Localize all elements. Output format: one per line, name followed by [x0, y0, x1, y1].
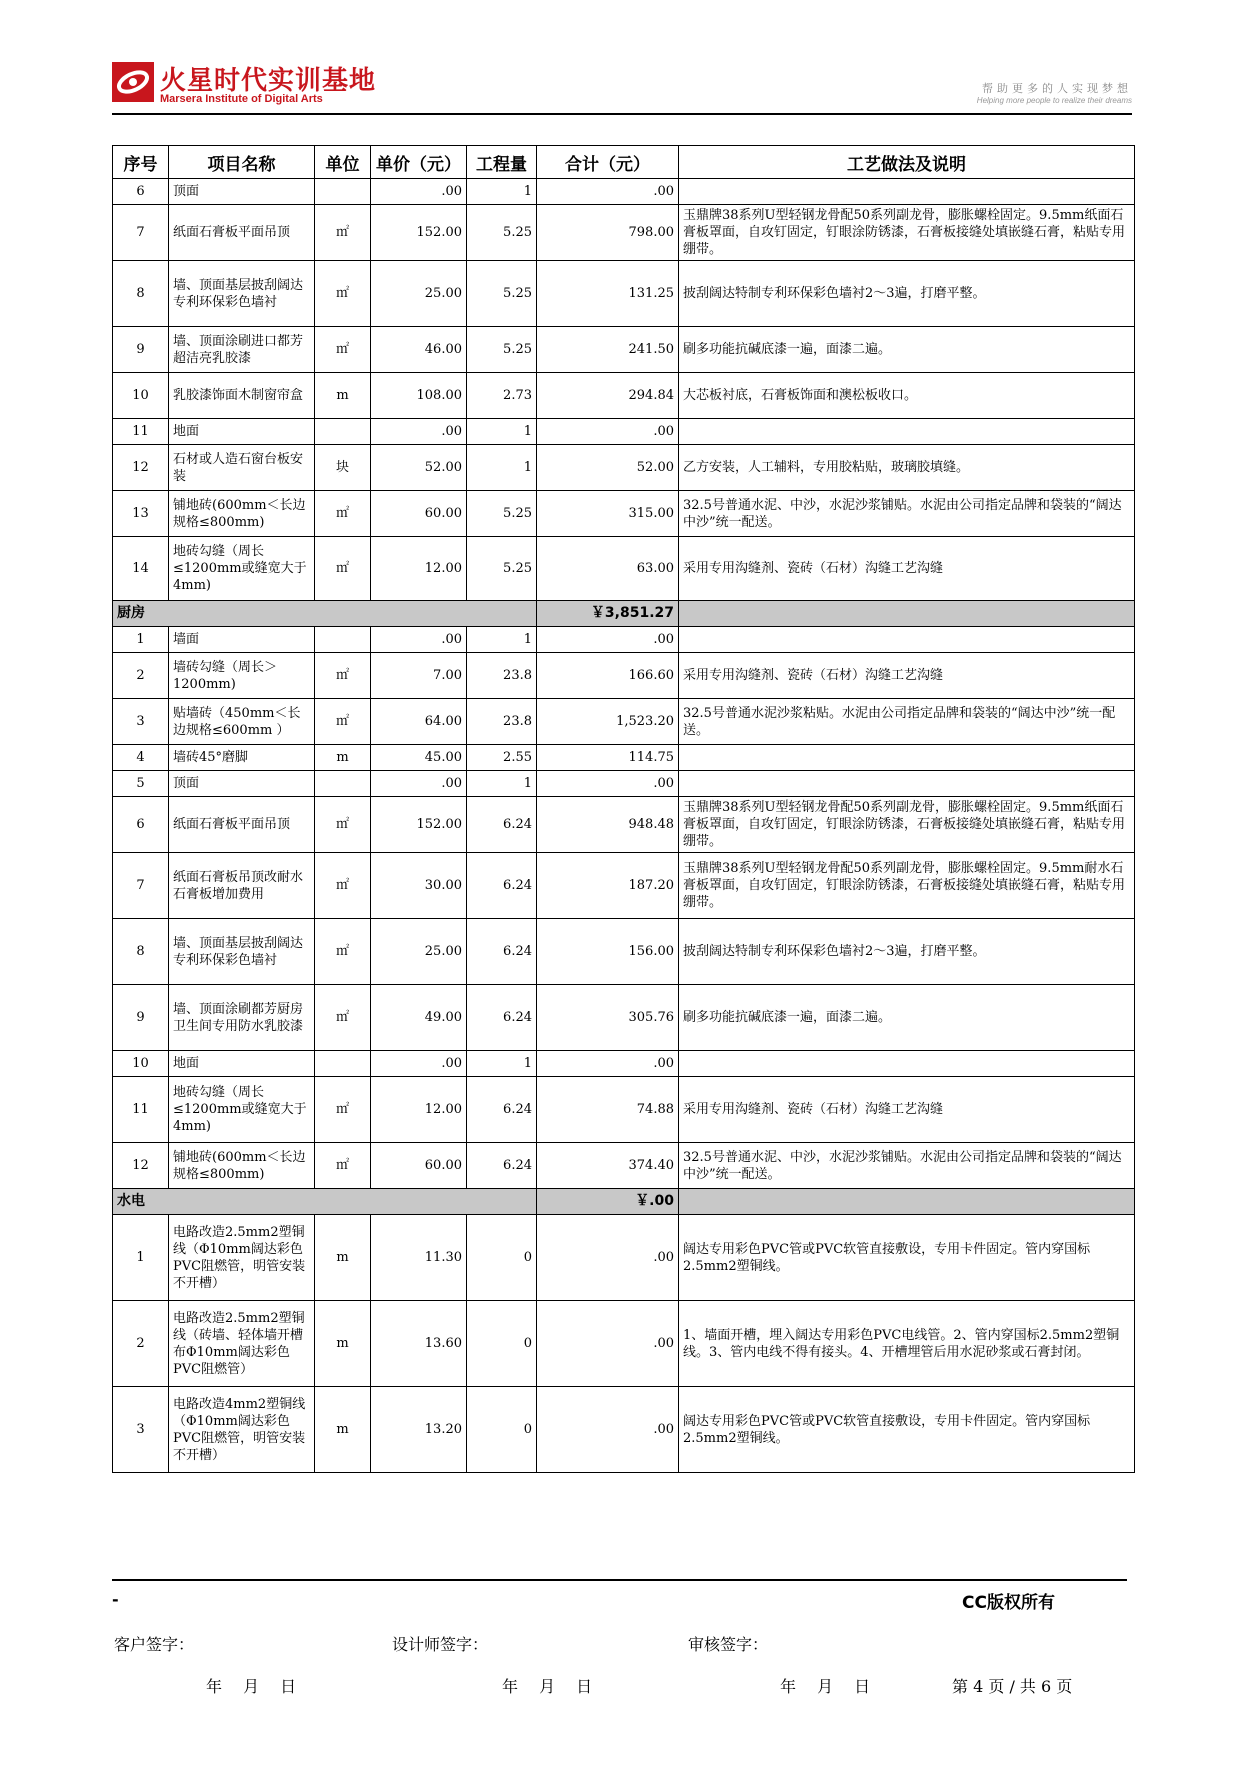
- logo-text-en: Marsera Institute of Digital Arts: [160, 93, 323, 105]
- table-header-row: [113, 146, 1135, 179]
- cell-total: 1,523.20: [537, 699, 679, 745]
- section-empty: [679, 1189, 1135, 1215]
- review-signature-label: 审核签字：: [688, 1635, 769, 1654]
- cell-no: 13: [113, 491, 169, 537]
- cell-name: 电路改造2.5mm2塑铜线（砖墙、轻体墙开槽布Φ10mm阔达彩色PVC阻燃管）: [169, 1301, 315, 1387]
- cell-total: .00: [537, 771, 679, 797]
- cell-no: 11: [113, 419, 169, 445]
- table-row: [113, 1051, 1135, 1077]
- section-label: 水电: [113, 1189, 537, 1215]
- footer-dash: -: [112, 1590, 119, 1609]
- cell-price: 25.00: [371, 261, 467, 327]
- cell-total: 315.00: [537, 491, 679, 537]
- cell-desc: 1、墙面开槽，埋入阔达专用彩色PVC电线管。2、管内穿国标2.5mm2塑铜线。3、管内电线不得有接头。4、开槽埋管后用水泥砂浆或石膏封闭。: [679, 1301, 1135, 1387]
- copyright-text: CC版权所有: [962, 1593, 1055, 1613]
- cell-qty: 1: [467, 419, 537, 445]
- designer-signature-label: 设计师签字：: [392, 1635, 489, 1654]
- cell-no: 1: [113, 627, 169, 653]
- cell-total: 187.20: [537, 853, 679, 919]
- table-row: [113, 327, 1135, 373]
- cell-price: .00: [371, 771, 467, 797]
- table-row: [113, 261, 1135, 327]
- cell-price: 46.00: [371, 327, 467, 373]
- cell-qty: 6.24: [467, 919, 537, 985]
- table-row: [113, 771, 1135, 797]
- cell-total: 52.00: [537, 445, 679, 491]
- cell-name: 地砖勾缝（周长≤1200mm或缝宽大于4mm): [169, 537, 315, 601]
- cell-name: 墙、顶面涂刷都芳厨房卫生间专用防水乳胶漆: [169, 985, 315, 1051]
- cell-desc: 刷多功能抗碱底漆一遍，面漆二遍。: [679, 327, 1135, 373]
- cell-qty: 6.24: [467, 853, 537, 919]
- cell-qty: 5.25: [467, 261, 537, 327]
- cell-total: .00: [537, 419, 679, 445]
- cell-total: 156.00: [537, 919, 679, 985]
- cell-total: .00: [537, 1051, 679, 1077]
- col-header-qty: 工程量: [467, 146, 537, 179]
- cell-desc: 阔达专用彩色PVC管或PVC软管直接敷设，专用卡件固定。管内穿国标2.5mm2塑铜线。: [679, 1387, 1135, 1473]
- cell-total: .00: [537, 627, 679, 653]
- cell-no: 9: [113, 985, 169, 1051]
- cell-total: .00: [537, 1215, 679, 1301]
- cell-price: .00: [371, 179, 467, 205]
- cell-price: 60.00: [371, 1143, 467, 1189]
- cell-name: 地面: [169, 1051, 315, 1077]
- cell-price: .00: [371, 1051, 467, 1077]
- cell-unit: m: [315, 1387, 371, 1473]
- col-header-no: 序号: [113, 146, 169, 179]
- col-header-desc: 工艺做法及说明: [679, 146, 1135, 179]
- cell-unit: ㎡: [315, 1077, 371, 1143]
- section-empty: [679, 601, 1135, 627]
- cell-name: 墙、顶面涂刷进口都芳超洁亮乳胶漆: [169, 327, 315, 373]
- cell-price: 12.00: [371, 537, 467, 601]
- cell-name: 乳胶漆饰面木制窗帘盒: [169, 373, 315, 419]
- page-header: [112, 58, 1132, 114]
- table-row: [113, 1143, 1135, 1189]
- cell-qty: 1: [467, 627, 537, 653]
- table-row: [113, 179, 1135, 205]
- designer-date: 年 月 日: [502, 1677, 593, 1696]
- cell-name: 纸面石膏板吊顶改耐水石膏板增加费用: [169, 853, 315, 919]
- cell-desc: 玉鼎牌38系列U型轻钢龙骨配50系列副龙骨，膨胀螺栓固定。9.5mm纸面石膏板罩面，自攻钉固定，钉眼涂防锈漆，石膏板接缝处填嵌缝石膏，粘贴专用绷带。: [679, 205, 1135, 261]
- cell-unit: ㎡: [315, 205, 371, 261]
- cell-desc: [679, 1051, 1135, 1077]
- cell-price: 152.00: [371, 797, 467, 853]
- cell-total: .00: [537, 1387, 679, 1473]
- cell-unit: ㎡: [315, 853, 371, 919]
- cell-qty: 6.24: [467, 985, 537, 1051]
- section-total: ￥3,851.27: [537, 601, 679, 627]
- cell-desc: [679, 627, 1135, 653]
- cell-desc: 32.5号普通水泥、中沙，水泥沙浆铺贴。水泥由公司指定品牌和袋装的“阔达中沙”统一配送。: [679, 491, 1135, 537]
- table-row: [113, 205, 1135, 261]
- cell-total: 166.60: [537, 653, 679, 699]
- table-row: [113, 919, 1135, 985]
- cell-unit: m: [315, 745, 371, 771]
- cell-unit: m: [315, 373, 371, 419]
- cell-total: 74.88: [537, 1077, 679, 1143]
- cell-qty: 1: [467, 771, 537, 797]
- cell-desc: [679, 179, 1135, 205]
- cell-no: 10: [113, 373, 169, 419]
- cell-unit: ㎡: [315, 1143, 371, 1189]
- cell-desc: [679, 745, 1135, 771]
- cell-qty: 6.24: [467, 797, 537, 853]
- cell-name: 贴墙砖（450mm＜长边规格≤600mm ）: [169, 699, 315, 745]
- cell-unit: [315, 771, 371, 797]
- cell-no: 5: [113, 771, 169, 797]
- cell-name: 纸面石膏板平面吊顶: [169, 797, 315, 853]
- section-total: ￥.00: [537, 1189, 679, 1215]
- cell-price: 30.00: [371, 853, 467, 919]
- col-header-unit: 单位: [315, 146, 371, 179]
- cell-no: 8: [113, 919, 169, 985]
- section-row-kitchen: [113, 601, 1135, 627]
- cell-unit: [315, 627, 371, 653]
- cell-total: 131.25: [537, 261, 679, 327]
- table-row: [113, 653, 1135, 699]
- table-row: [113, 985, 1135, 1051]
- cell-price: 64.00: [371, 699, 467, 745]
- cell-no: 3: [113, 699, 169, 745]
- quote-table: [112, 145, 1135, 1473]
- cell-price: 60.00: [371, 491, 467, 537]
- cell-qty: 1: [467, 1051, 537, 1077]
- cell-unit: 块: [315, 445, 371, 491]
- table-row: [113, 1215, 1135, 1301]
- cell-name: 墙砖45°磨脚: [169, 745, 315, 771]
- cell-price: 108.00: [371, 373, 467, 419]
- cell-qty: 2.55: [467, 745, 537, 771]
- cell-desc: 阔达专用彩色PVC管或PVC软管直接敷设，专用卡件固定。管内穿国标2.5mm2塑铜线。: [679, 1215, 1135, 1301]
- cell-qty: 5.25: [467, 327, 537, 373]
- cell-desc: [679, 771, 1135, 797]
- cell-unit: ㎡: [315, 919, 371, 985]
- cell-name: 地面: [169, 419, 315, 445]
- table-row: [113, 797, 1135, 853]
- cell-desc: [679, 419, 1135, 445]
- cell-total: 114.75: [537, 745, 679, 771]
- cell-no: 12: [113, 1143, 169, 1189]
- col-header-total: 合计（元）: [537, 146, 679, 179]
- cell-price: .00: [371, 419, 467, 445]
- cell-unit: ㎡: [315, 491, 371, 537]
- cell-unit: ㎡: [315, 985, 371, 1051]
- cell-name: 石材或人造石窗台板安装: [169, 445, 315, 491]
- cell-price: 11.30: [371, 1215, 467, 1301]
- cell-price: 7.00: [371, 653, 467, 699]
- cell-name: 顶面: [169, 771, 315, 797]
- cell-no: 4: [113, 745, 169, 771]
- section-row-plumbing: [113, 1189, 1135, 1215]
- logo-text-cn: 火星时代实训基地: [160, 66, 377, 96]
- cell-unit: m: [315, 1215, 371, 1301]
- header-divider: [112, 113, 1132, 115]
- cell-qty: 0: [467, 1215, 537, 1301]
- cell-unit: ㎡: [315, 653, 371, 699]
- cell-name: 顶面: [169, 179, 315, 205]
- cell-desc: 32.5号普通水泥沙浆粘贴。水泥由公司指定品牌和袋装的“阔达中沙”统一配送。: [679, 699, 1135, 745]
- cell-price: 52.00: [371, 445, 467, 491]
- cell-qty: 5.25: [467, 205, 537, 261]
- cell-qty: 5.25: [467, 537, 537, 601]
- section-label: 厨房: [113, 601, 537, 627]
- cell-no: 2: [113, 653, 169, 699]
- col-header-price: 单价（元）: [371, 146, 467, 179]
- cell-price: 152.00: [371, 205, 467, 261]
- cell-total: .00: [537, 179, 679, 205]
- cell-desc: 玉鼎牌38系列U型轻钢龙骨配50系列副龙骨，膨胀螺栓固定。9.5mm耐水石膏板罩面，自攻钉固定，钉眼涂防锈漆，石膏板接缝处填嵌缝石膏，粘贴专用绷带。: [679, 853, 1135, 919]
- table-row: [113, 699, 1135, 745]
- table-row: [113, 537, 1135, 601]
- cell-desc: 玉鼎牌38系列U型轻钢龙骨配50系列副龙骨，膨胀螺栓固定。9.5mm纸面石膏板罩面，自攻钉固定，钉眼涂防锈漆，石膏板接缝处填嵌缝石膏，粘贴专用绷带。: [679, 797, 1135, 853]
- cell-qty: 23.8: [467, 699, 537, 745]
- cell-no: 8: [113, 261, 169, 327]
- cell-total: 63.00: [537, 537, 679, 601]
- logo-icon: [112, 62, 154, 102]
- cell-price: 25.00: [371, 919, 467, 985]
- cell-name: 电路改造2.5mm2塑铜线（Φ10mm阔达彩色PVC阻燃管，明管安装不开槽）: [169, 1215, 315, 1301]
- cell-no: 9: [113, 327, 169, 373]
- cell-unit: ㎡: [315, 261, 371, 327]
- footer-divider: [112, 1579, 1127, 1581]
- cell-no: 6: [113, 179, 169, 205]
- table-row: [113, 853, 1135, 919]
- cell-total: 305.76: [537, 985, 679, 1051]
- cell-unit: [315, 179, 371, 205]
- cell-price: 49.00: [371, 985, 467, 1051]
- cell-qty: 6.24: [467, 1143, 537, 1189]
- cell-total: 948.48: [537, 797, 679, 853]
- cell-total: 241.50: [537, 327, 679, 373]
- cell-total: 294.84: [537, 373, 679, 419]
- cell-desc: 乙方安装，人工辅料，专用胶粘贴，玻璃胶填缝。: [679, 445, 1135, 491]
- table-row: [113, 419, 1135, 445]
- cell-unit: [315, 419, 371, 445]
- cell-qty: 6.24: [467, 1077, 537, 1143]
- cell-price: 12.00: [371, 1077, 467, 1143]
- customer-date: 年 月 日: [206, 1677, 297, 1696]
- cell-no: 7: [113, 853, 169, 919]
- cell-desc: 大芯板衬底，石膏板饰面和澳松板收口。: [679, 373, 1135, 419]
- cell-name: 墙、顶面基层披刮阔达专利环保彩色墙衬: [169, 261, 315, 327]
- cell-unit: m: [315, 1301, 371, 1387]
- cell-unit: ㎡: [315, 327, 371, 373]
- cell-desc: 刷多功能抗碱底漆一遍，面漆二遍。: [679, 985, 1135, 1051]
- cell-name: 墙砖勾缝（周长＞1200mm): [169, 653, 315, 699]
- cell-desc: 采用专用沟缝剂、瓷砖（石材）沟缝工艺沟缝: [679, 653, 1135, 699]
- cell-unit: [315, 1051, 371, 1077]
- slogan-en: Helping more people to realize their dreams: [976, 96, 1132, 105]
- cell-no: 12: [113, 445, 169, 491]
- table-row: [113, 1301, 1135, 1387]
- cell-no: 3: [113, 1387, 169, 1473]
- cell-no: 14: [113, 537, 169, 601]
- cell-unit: ㎡: [315, 699, 371, 745]
- cell-desc: 披刮阔达特制专利环保彩色墙衬2～3遍，打磨平整。: [679, 261, 1135, 327]
- cell-name: 电路改造4mm2塑铜线（Φ10mm阔达彩色PVC阻燃管，明管安装不开槽）: [169, 1387, 315, 1473]
- review-date: 年 月 日: [780, 1677, 871, 1696]
- table-row: [113, 445, 1135, 491]
- col-header-name: 项目名称: [169, 146, 315, 179]
- cell-no: 2: [113, 1301, 169, 1387]
- cell-qty: 5.25: [467, 491, 537, 537]
- customer-signature-label: 客户签字：: [114, 1635, 195, 1654]
- table-row: [113, 1077, 1135, 1143]
- cell-name: 纸面石膏板平面吊顶: [169, 205, 315, 261]
- cell-desc: 32.5号普通水泥、中沙，水泥沙浆铺贴。水泥由公司指定品牌和袋装的“阔达中沙”统一配送。: [679, 1143, 1135, 1189]
- cell-qty: 0: [467, 1387, 537, 1473]
- cell-total: 798.00: [537, 205, 679, 261]
- cell-name: 铺地砖(600mm＜长边规格≤800mm): [169, 491, 315, 537]
- table-row: [113, 491, 1135, 537]
- cell-unit: ㎡: [315, 537, 371, 601]
- cell-name: 铺地砖(600mm＜长边规格≤800mm): [169, 1143, 315, 1189]
- cell-qty: 0: [467, 1301, 537, 1387]
- table-row: [113, 1387, 1135, 1473]
- cell-name: 墙、顶面基层披刮阔达专利环保彩色墙衬: [169, 919, 315, 985]
- cell-desc: 披刮阔达特制专利环保彩色墙衬2～3遍，打磨平整。: [679, 919, 1135, 985]
- cell-total: 374.40: [537, 1143, 679, 1189]
- cell-no: 6: [113, 797, 169, 853]
- cell-qty: 1: [467, 445, 537, 491]
- cell-price: 13.60: [371, 1301, 467, 1387]
- cell-no: 11: [113, 1077, 169, 1143]
- table-row: [113, 745, 1135, 771]
- cell-total: .00: [537, 1301, 679, 1387]
- slogan-cn: 帮助更多的人实现梦想: [982, 82, 1132, 95]
- cell-no: 1: [113, 1215, 169, 1301]
- cell-unit: ㎡: [315, 797, 371, 853]
- cell-desc: 采用专用沟缝剂、瓷砖（石材）沟缝工艺沟缝: [679, 1077, 1135, 1143]
- cell-desc: 采用专用沟缝剂、瓷砖（石材）沟缝工艺沟缝: [679, 537, 1135, 601]
- cell-qty: 2.73: [467, 373, 537, 419]
- cell-price: .00: [371, 627, 467, 653]
- cell-name: 墙面: [169, 627, 315, 653]
- table-row: [113, 373, 1135, 419]
- table-row: [113, 627, 1135, 653]
- cell-qty: 23.8: [467, 653, 537, 699]
- cell-price: 13.20: [371, 1387, 467, 1473]
- cell-qty: 1: [467, 179, 537, 205]
- cell-name: 地砖勾缝（周长≤1200mm或缝宽大于4mm): [169, 1077, 315, 1143]
- cell-price: 45.00: [371, 745, 467, 771]
- page-number: 第 4 页 / 共 6 页: [952, 1677, 1073, 1696]
- cell-no: 10: [113, 1051, 169, 1077]
- cell-no: 7: [113, 205, 169, 261]
